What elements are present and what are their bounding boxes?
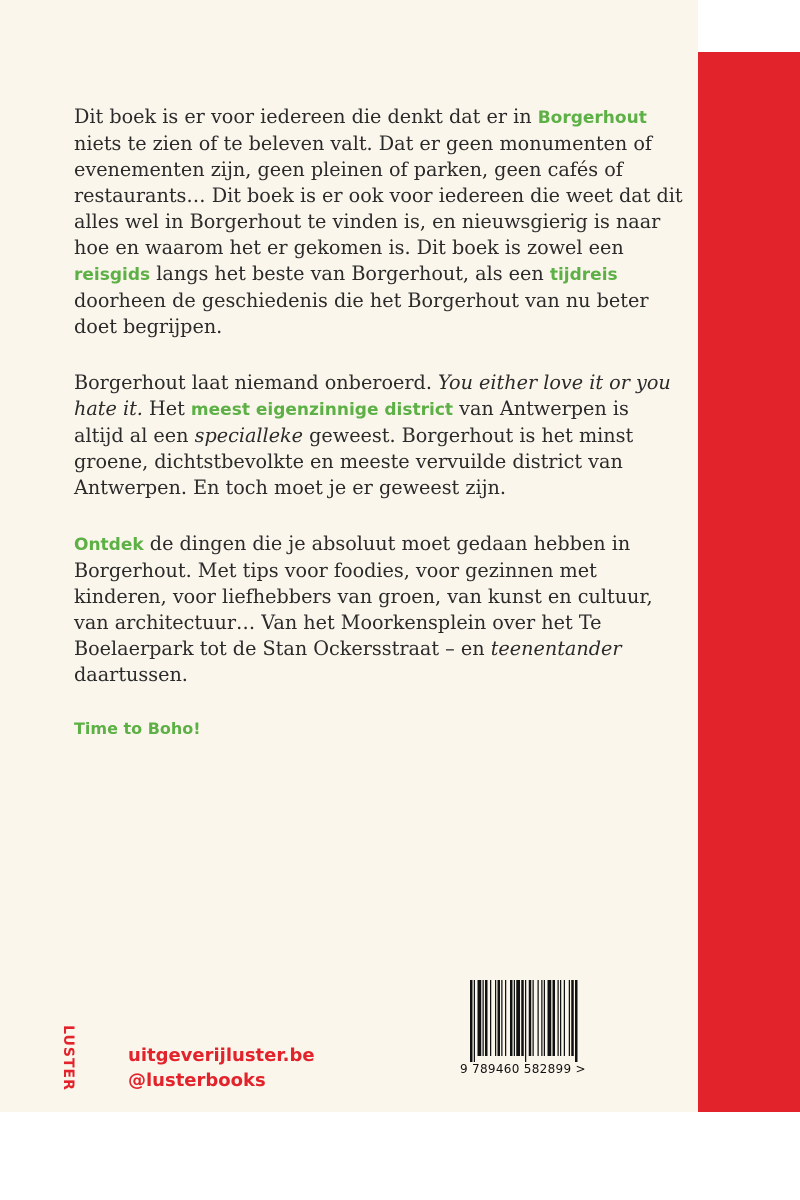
barcode-bar xyxy=(569,980,570,1056)
barcode-bar xyxy=(514,980,515,1056)
text-run: niets te zien of te beleven valt. Dat er geen monumenten of evenementen zijn, geen pleinen of parken, geen cafés of restaurants… Dit boek is er ook voor iedereen die weet dat dit alles wel in Borgerhout te vinden is, en nieuwsgierig is naar hoe en waarom het er gekomen is. Dit boek is zowel een xyxy=(74,132,683,259)
publisher-website[interactable]: uitgeverijluster.be xyxy=(128,1045,315,1066)
italic-phrase: specialleke xyxy=(194,424,304,447)
publisher-logo-text: LUSTER xyxy=(60,1025,76,1091)
barcode-bar xyxy=(498,980,501,1056)
text-run: daartussen. xyxy=(74,663,188,686)
barcode-bar xyxy=(575,980,578,1062)
text-run: Borgerhout laat niemand onberoerd. xyxy=(74,371,439,394)
publisher-logo xyxy=(57,1025,79,1094)
barcode-bar xyxy=(510,980,513,1056)
highlight-term: tijdreis xyxy=(549,265,618,285)
isbn-number: 9 789460 582899 > xyxy=(460,1062,586,1076)
barcode-bar xyxy=(541,980,542,1056)
barcode-bar xyxy=(501,980,502,1056)
highlight-term: Borgerhout xyxy=(537,108,647,128)
publisher-social[interactable]: @lusterbooks xyxy=(128,1070,266,1091)
barcode-bar xyxy=(485,980,488,1056)
italic-phrase: You either love it or you hate it. xyxy=(74,371,671,420)
barcode-bar xyxy=(560,980,561,1056)
highlight-term: reisgids xyxy=(74,265,151,285)
text-run: Het xyxy=(142,397,191,420)
barcode-bar xyxy=(470,980,473,1062)
red-spine-band xyxy=(698,52,800,1112)
text-run: van Antwerpen is altijd al een xyxy=(74,397,629,447)
barcode xyxy=(470,980,620,1072)
barcode-bar xyxy=(544,980,545,1056)
barcode-bar xyxy=(495,980,496,1056)
barcode-bar xyxy=(505,980,506,1056)
barcode-graphic xyxy=(470,980,620,1062)
text-run: geweest. Borgerhout is het minst groene, dichtstbevolkte en meeste vervuilde district van Antwerpen. En toch moet je er geweest zijn. xyxy=(74,424,634,499)
paragraph-2 xyxy=(74,370,684,501)
text-run: langs het beste van Borgerhout, als een xyxy=(150,262,550,285)
barcode-bar xyxy=(533,980,534,1056)
paragraph-1 xyxy=(74,104,684,340)
blurb xyxy=(74,104,684,742)
barcode-bar xyxy=(558,980,559,1056)
text-run: de dingen die je absoluut moet gedaan hebben in Borgerhout. Met tips voor foodies, voor gezinnen met kinderen, voor liefhebbers van groen, van kunst en cultuur, van architectuur… Van het Moorkensplein over het Te Boelaerpark tot de Stan Ockersstraat – en xyxy=(74,532,653,660)
barcode-bar xyxy=(490,980,491,1056)
text-run: doorheen de geschiedenis die het Borgerhout van nu beter doet begrijpen. xyxy=(74,289,649,338)
barcode-bar xyxy=(483,980,484,1056)
barcode-bar xyxy=(516,980,520,1056)
tagline: Time to Boho! xyxy=(74,719,201,738)
barcode-bar xyxy=(564,980,565,1056)
barcode-bar xyxy=(548,980,552,1056)
highlight-term: Ontdek xyxy=(74,535,144,555)
italic-phrase: teenentander xyxy=(490,637,622,660)
barcode-bar xyxy=(538,980,539,1056)
publisher-links xyxy=(128,1043,315,1093)
text-run: Dit boek is er voor iedereen die denkt dat er in xyxy=(74,105,538,128)
barcode-bar xyxy=(521,980,524,1056)
barcode-bar xyxy=(525,980,526,1062)
barcode-bar xyxy=(474,980,475,1062)
highlight-term: meest eigenzinnige district xyxy=(190,400,454,420)
barcode-bar xyxy=(571,980,574,1056)
barcode-bar xyxy=(553,980,556,1056)
barcode-bar xyxy=(529,980,532,1056)
barcode-bar xyxy=(478,980,482,1056)
paragraph-3 xyxy=(74,531,684,688)
bottom-margin xyxy=(0,1112,800,1200)
